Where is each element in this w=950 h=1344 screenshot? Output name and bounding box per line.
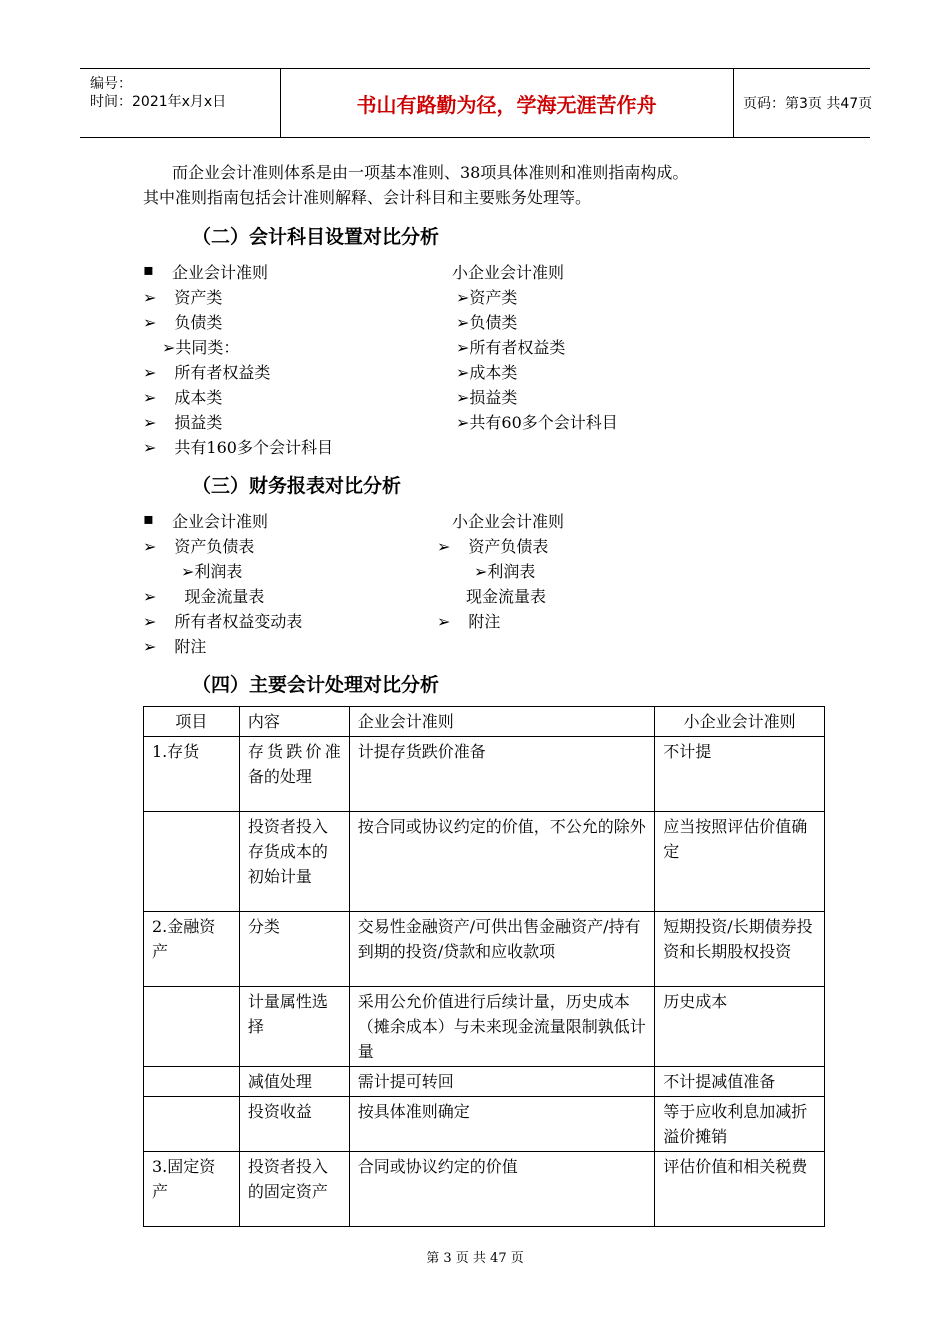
arrow-bullet-icon: ➢: [456, 363, 470, 382]
table-row: [144, 987, 825, 1067]
table-cell: 减值处理: [239, 1067, 349, 1097]
table-cell: 不计提减值准备: [655, 1067, 825, 1097]
s2-left-title: 企业会计准则: [172, 263, 269, 282]
column-header: 内容: [239, 707, 349, 737]
table-cell: 按具体准则确定: [349, 1097, 655, 1152]
arrow-bullet-icon: ➢: [437, 537, 451, 556]
header-meta: [80, 69, 281, 137]
table-cell: 2.金融资产: [144, 912, 240, 987]
intro-line-2: 其中准则指南包括会计准则解释、会计科目和主要账务处理等。: [143, 188, 592, 207]
table-cell: 需计提可转回: [349, 1067, 655, 1097]
section4-heading: （四）主要会计处理对比分析: [192, 674, 440, 696]
s3-right-item: ➢ 附注: [437, 612, 501, 631]
s2-right-item: ➢成本类: [456, 363, 518, 382]
column-header: 项目: [144, 707, 240, 737]
arrow-bullet-icon: ➢: [181, 562, 195, 581]
arrow-bullet-icon: ➢: [143, 413, 157, 432]
number-label: 编号：: [90, 76, 132, 92]
table-cell: [144, 1097, 240, 1152]
s3-left-item: ➢ 现金流量表: [143, 587, 265, 606]
column-header: 企业会计准则: [349, 707, 655, 737]
s3-right-title: 小企业会计准则: [452, 512, 565, 531]
table-cell: 评估价值和相关税费: [655, 1152, 825, 1227]
s2-right-item: ➢资产类: [456, 288, 518, 307]
s2-left-item: ➢ 负债类: [143, 313, 223, 332]
arrow-bullet-icon: ➢: [456, 338, 470, 357]
page-footer: 第 3 页 共 47 页: [426, 1251, 524, 1266]
s2-right-title: 小企业会计准则: [452, 263, 565, 282]
table-row: [144, 912, 825, 987]
s3-left-item: ➢ 资产负债表: [143, 537, 255, 556]
arrow-bullet-icon: ➢: [143, 587, 157, 606]
table-cell: 3.固定资产: [144, 1152, 240, 1227]
time-label: 时间：2021年x月x日: [90, 94, 227, 110]
arrow-bullet-icon: ➢: [143, 363, 157, 382]
arrow-bullet-icon: ➢: [456, 388, 470, 407]
s2-right-item: ➢损益类: [456, 388, 518, 407]
table-cell: 计量属性选择: [239, 987, 349, 1067]
table-cell: 分类: [239, 912, 349, 987]
s2-left-item: ➢ 资产类: [143, 288, 223, 307]
table-cell: 投资者投入存货成本的初始计量: [239, 812, 349, 912]
table-row: [144, 1152, 825, 1227]
table-cell: 投资收益: [239, 1097, 349, 1152]
table-cell: 合同或协议约定的价值: [349, 1152, 655, 1227]
s2-right-item: ➢所有者权益类: [456, 338, 566, 357]
table-cell: [144, 987, 240, 1067]
table-cell: 按合同或协议约定的价值，不公允的除外: [349, 812, 655, 912]
s3-right-item: 现金流量表: [466, 587, 547, 606]
arrow-bullet-icon: ➢: [456, 313, 470, 332]
arrow-bullet-icon: ➢: [143, 612, 157, 631]
table-cell: [144, 1067, 240, 1097]
arrow-bullet-icon: ➢: [143, 288, 157, 307]
page-header: [80, 68, 873, 138]
s3-left-item: ➢利润表: [181, 562, 243, 581]
s3-right-item: ➢ 资产负债表: [437, 537, 549, 556]
s3-right-item: ➢利润表: [474, 562, 536, 581]
table-cell: 1.存货: [144, 737, 240, 812]
table-row: [144, 1097, 825, 1152]
section2-heading: （二）会计科目设置对比分析: [192, 226, 440, 248]
square-bullet-icon: ▪: [143, 509, 154, 528]
table-cell: 等于应收利息加减折溢价摊销: [655, 1097, 825, 1152]
arrow-bullet-icon: ➢: [143, 313, 157, 332]
s2-left-item: ➢ 成本类: [143, 388, 223, 407]
header-motto: 书山有路勤为径，学海无涯苦作舟: [280, 69, 734, 137]
table-cell: 短期投资/长期债券投资和长期股权投资: [655, 912, 825, 987]
table-cell: 历史成本: [655, 987, 825, 1067]
comparison-table: [143, 706, 825, 1227]
arrow-bullet-icon: ➢: [162, 338, 176, 357]
s2-left-item: ➢共同类：: [162, 338, 240, 357]
s2-left-item: ➢ 共有160多个会计科目: [143, 438, 333, 457]
table-row: [144, 812, 825, 912]
table-cell: 投资者投入的固定资产: [239, 1152, 349, 1227]
table-header-row: [144, 707, 825, 737]
table-cell: 不计提: [655, 737, 825, 812]
intro-line-1: 而企业会计准则体系是由一项基本准则、38项具体准则和准则指南构成。: [172, 163, 689, 182]
s2-right-item: ➢负债类: [456, 313, 518, 332]
table-cell: 采用公允价值进行后续计量，历史成本（摊余成本）与未来现金流量限制孰低计量: [349, 987, 655, 1067]
table-row: [144, 737, 825, 812]
table-row: [144, 1067, 825, 1097]
table-cell: 存货跌价准备的处理: [239, 737, 349, 812]
s2-left-item: ➢ 所有者权益类: [143, 363, 271, 382]
s3-left-item: ➢ 所有者权益变动表: [143, 612, 303, 631]
s3-left-title: 企业会计准则: [172, 512, 269, 531]
s2-right-item: ➢共有60多个会计科目: [456, 413, 618, 432]
column-header: 小企业会计准则: [655, 707, 825, 737]
header-page-info: 页码：第3页 共47页: [743, 96, 873, 112]
arrow-bullet-icon: ➢: [474, 562, 488, 581]
arrow-bullet-icon: ➢: [456, 413, 470, 432]
s2-left-item: ➢ 损益类: [143, 413, 223, 432]
arrow-bullet-icon: ➢: [143, 637, 157, 656]
arrow-bullet-icon: ➢: [143, 438, 157, 457]
table-cell: [144, 812, 240, 912]
square-bullet-icon: ▪: [143, 260, 154, 279]
arrow-bullet-icon: ➢: [437, 612, 451, 631]
table-cell: 计提存货跌价准备: [349, 737, 655, 812]
arrow-bullet-icon: ➢: [456, 288, 470, 307]
arrow-bullet-icon: ➢: [143, 537, 157, 556]
arrow-bullet-icon: ➢: [143, 388, 157, 407]
table-cell: 交易性金融资产/可供出售金融资产/持有到期的投资/贷款和应收款项: [349, 912, 655, 987]
s3-left-item: ➢ 附注: [143, 637, 207, 656]
section3-heading: （三）财务报表对比分析: [192, 475, 402, 497]
table-cell: 应当按照评估价值确定: [655, 812, 825, 912]
